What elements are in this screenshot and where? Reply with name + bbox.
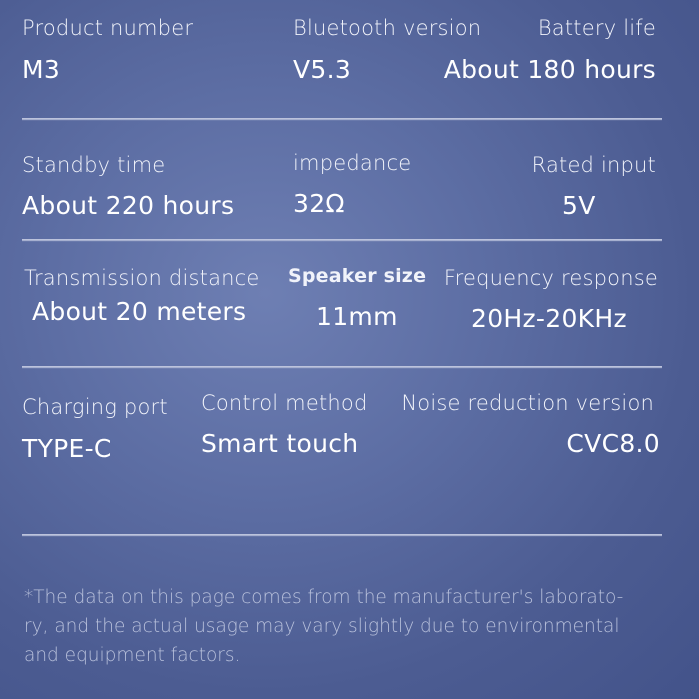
frequency-response-value: 20Hz-20KHz: [471, 304, 627, 333]
footnote: *The data on this page comes from the manufacturer's laborato- ry, and the actual usage may vary slightly due to environmental and equipment factors.: [24, 587, 624, 666]
rated-input-value: 5V: [562, 191, 596, 220]
noise-reduction-value: CVC8.0: [566, 429, 660, 458]
charging-port-value: TYPE-C: [22, 434, 112, 463]
transmission-distance-value: About 20 meters: [32, 297, 247, 326]
charging-port-label: Charging port: [22, 395, 168, 419]
noise-reduction-label: Noise reduction version: [401, 391, 654, 415]
bluetooth-version-value: V5.3: [293, 55, 352, 84]
control-method-value: Smart touch: [201, 429, 359, 458]
control-method-label: Control method: [201, 391, 368, 415]
transmission-distance-label: Transmission distance: [24, 266, 260, 290]
divider-1: [22, 118, 662, 120]
battery-life-label: Battery life: [537, 16, 656, 40]
impedance-value: 32Ω: [293, 189, 345, 218]
rated-input-label: Rated input: [531, 153, 656, 177]
divider-4: [22, 534, 662, 536]
bluetooth-version-label: Bluetooth version: [293, 16, 482, 40]
speaker-size-label: Speaker size: [288, 265, 427, 287]
divider-3: [22, 366, 662, 368]
product-number-value: M3: [22, 55, 61, 84]
impedance-label: impedance: [293, 151, 412, 175]
speaker-size-value: 11mm: [316, 302, 398, 331]
standby-time-label: Standby time: [22, 153, 166, 177]
divider-2: [22, 239, 662, 241]
product-number-label: Product number: [22, 16, 194, 40]
standby-time-value: About 220 hours: [22, 191, 235, 220]
battery-life-value: About 180 hours: [443, 55, 656, 84]
frequency-response-label: Frequency response: [443, 266, 658, 290]
